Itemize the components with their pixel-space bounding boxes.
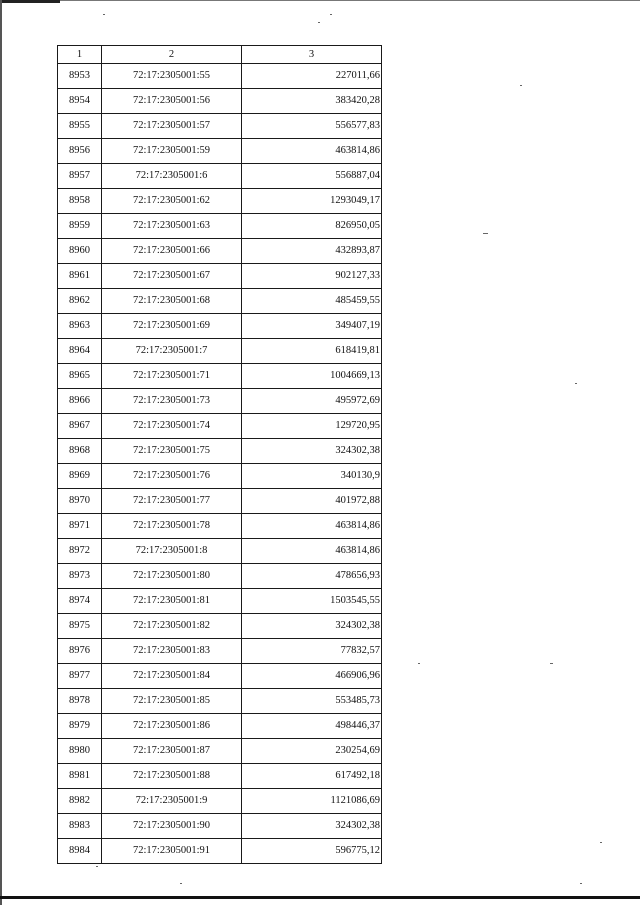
table-row: [58, 239, 382, 264]
row-number-cell: 8956: [58, 139, 102, 164]
scan-speck: [330, 14, 332, 15]
cadastral-number-cell: 72:17:2305001:80: [102, 564, 242, 589]
row-number-cell: 8963: [58, 314, 102, 339]
row-number-cell: 8970: [58, 489, 102, 514]
cadastral-number-cell: 72:17:2305001:87: [102, 739, 242, 764]
table-row: [58, 564, 382, 589]
table-row: [58, 489, 382, 514]
table-row: [58, 114, 382, 139]
scan-speck: [103, 14, 105, 15]
table-row: [58, 139, 382, 164]
cadastral-number-cell: 72:17:2305001:85: [102, 689, 242, 714]
cadastral-number-cell: 72:17:2305001:81: [102, 589, 242, 614]
cadastral-number-cell: 72:17:2305001:82: [102, 614, 242, 639]
row-number-cell: 8977: [58, 664, 102, 689]
row-number-cell: 8972: [58, 539, 102, 564]
value-cell: 1503545,55: [242, 589, 382, 614]
table-row: [58, 414, 382, 439]
table-row: [58, 89, 382, 114]
row-number-cell: 8978: [58, 689, 102, 714]
value-cell: 618419,81: [242, 339, 382, 364]
scan-speck: [600, 842, 602, 843]
row-number-cell: 8955: [58, 114, 102, 139]
value-cell: 463814,86: [242, 514, 382, 539]
cadastral-number-cell: 72:17:2305001:56: [102, 89, 242, 114]
table-row: [58, 389, 382, 414]
value-cell: 596775,12: [242, 839, 382, 864]
row-number-cell: 8984: [58, 839, 102, 864]
value-cell: 129720,95: [242, 414, 382, 439]
value-cell: 463814,86: [242, 139, 382, 164]
table-row: [58, 764, 382, 789]
cadastral-number-cell: 72:17:2305001:83: [102, 639, 242, 664]
value-cell: 463814,86: [242, 539, 382, 564]
value-cell: 1004669,13: [242, 364, 382, 389]
table-body: [58, 64, 382, 864]
row-number-cell: 8967: [58, 414, 102, 439]
table-row: [58, 214, 382, 239]
cadastral-number-cell: 72:17:2305001:6: [102, 164, 242, 189]
value-cell: 556577,83: [242, 114, 382, 139]
cadastral-number-cell: 72:17:2305001:91: [102, 839, 242, 864]
row-number-cell: 8974: [58, 589, 102, 614]
table-row: [58, 789, 382, 814]
value-cell: 478656,93: [242, 564, 382, 589]
row-number-cell: 8983: [58, 814, 102, 839]
row-number-cell: 8981: [58, 764, 102, 789]
row-number-cell: 8975: [58, 614, 102, 639]
cadastral-number-cell: 72:17:2305001:71: [102, 364, 242, 389]
cadastral-number-cell: 72:17:2305001:76: [102, 464, 242, 489]
table-row: [58, 589, 382, 614]
column-header-3: 3: [242, 46, 382, 64]
row-number-cell: 8979: [58, 714, 102, 739]
cadastral-number-cell: 72:17:2305001:84: [102, 664, 242, 689]
row-number-cell: 8973: [58, 564, 102, 589]
table-row: [58, 464, 382, 489]
value-cell: 77832,57: [242, 639, 382, 664]
row-number-cell: 8953: [58, 64, 102, 89]
cadastral-number-cell: 72:17:2305001:68: [102, 289, 242, 314]
cadastral-number-cell: 72:17:2305001:66: [102, 239, 242, 264]
cadastral-number-cell: 72:17:2305001:67: [102, 264, 242, 289]
cadastral-number-cell: 72:17:2305001:77: [102, 489, 242, 514]
column-header-2: 2: [102, 46, 242, 64]
cadastral-number-cell: 72:17:2305001:55: [102, 64, 242, 89]
cadastral-number-cell: 72:17:2305001:90: [102, 814, 242, 839]
table-row: [58, 639, 382, 664]
cadastral-number-cell: 72:17:2305001:73: [102, 389, 242, 414]
table-row: [58, 714, 382, 739]
row-number-cell: 8976: [58, 639, 102, 664]
value-cell: 902127,33: [242, 264, 382, 289]
scan-speck: [483, 233, 488, 234]
scan-speck: [96, 866, 98, 867]
cadastral-number-cell: 72:17:2305001:8: [102, 539, 242, 564]
value-cell: 617492,18: [242, 764, 382, 789]
table-row: [58, 664, 382, 689]
scan-border-top: [0, 0, 640, 1]
value-cell: 324302,38: [242, 439, 382, 464]
value-cell: 227011,66: [242, 64, 382, 89]
cadastral-number-cell: 72:17:2305001:75: [102, 439, 242, 464]
value-cell: 383420,28: [242, 89, 382, 114]
row-number-cell: 8971: [58, 514, 102, 539]
row-number-cell: 8954: [58, 89, 102, 114]
value-cell: 826950,05: [242, 214, 382, 239]
value-cell: 553485,73: [242, 689, 382, 714]
scan-speck: [575, 383, 577, 384]
cadastral-number-cell: 72:17:2305001:9: [102, 789, 242, 814]
cadastral-number-cell: 72:17:2305001:62: [102, 189, 242, 214]
value-cell: 324302,38: [242, 814, 382, 839]
table-row: [58, 164, 382, 189]
scan-speck: [520, 85, 522, 86]
scan-border-left: [0, 0, 2, 905]
data-table: [57, 45, 382, 864]
table-row: [58, 314, 382, 339]
scan-border-bottom: [0, 896, 640, 899]
row-number-cell: 8957: [58, 164, 102, 189]
cadastral-number-cell: 72:17:2305001:59: [102, 139, 242, 164]
scan-speck: [318, 22, 320, 23]
row-number-cell: 8964: [58, 339, 102, 364]
value-cell: 466906,96: [242, 664, 382, 689]
cadastral-number-cell: 72:17:2305001:63: [102, 214, 242, 239]
table-row: [58, 364, 382, 389]
row-number-cell: 8982: [58, 789, 102, 814]
cadastral-number-cell: 72:17:2305001:78: [102, 514, 242, 539]
row-number-cell: 8959: [58, 214, 102, 239]
table-header-row: [58, 46, 382, 64]
value-cell: 495972,69: [242, 389, 382, 414]
row-number-cell: 8960: [58, 239, 102, 264]
value-cell: 340130,9: [242, 464, 382, 489]
value-cell: 556887,04: [242, 164, 382, 189]
row-number-cell: 8968: [58, 439, 102, 464]
row-number-cell: 8969: [58, 464, 102, 489]
value-cell: 401972,88: [242, 489, 382, 514]
table-row: [58, 264, 382, 289]
table-row: [58, 189, 382, 214]
scan-speck: [580, 883, 582, 884]
row-number-cell: 8958: [58, 189, 102, 214]
table-row: [58, 339, 382, 364]
row-number-cell: 8965: [58, 364, 102, 389]
table-row: [58, 64, 382, 89]
scan-mark-top: [0, 0, 60, 3]
cadastral-number-cell: 72:17:2305001:57: [102, 114, 242, 139]
cadastral-number-cell: 72:17:2305001:86: [102, 714, 242, 739]
row-number-cell: 8980: [58, 739, 102, 764]
table-row: [58, 839, 382, 864]
row-number-cell: 8966: [58, 389, 102, 414]
row-number-cell: 8961: [58, 264, 102, 289]
table-row: [58, 539, 382, 564]
cadastral-number-cell: 72:17:2305001:7: [102, 339, 242, 364]
scan-speck: [180, 883, 182, 884]
value-cell: 324302,38: [242, 614, 382, 639]
value-cell: 498446,37: [242, 714, 382, 739]
value-cell: 485459,55: [242, 289, 382, 314]
cadastral-number-cell: 72:17:2305001:74: [102, 414, 242, 439]
table-row: [58, 514, 382, 539]
value-cell: 349407,19: [242, 314, 382, 339]
table-row: [58, 439, 382, 464]
value-cell: 1293049,17: [242, 189, 382, 214]
column-header-1: 1: [58, 46, 102, 64]
value-cell: 1121086,69: [242, 789, 382, 814]
scan-speck: [418, 663, 420, 664]
table-row: [58, 739, 382, 764]
value-cell: 230254,69: [242, 739, 382, 764]
cadastral-number-cell: 72:17:2305001:69: [102, 314, 242, 339]
table-row: [58, 289, 382, 314]
row-number-cell: 8962: [58, 289, 102, 314]
table-row: [58, 689, 382, 714]
table-row: [58, 814, 382, 839]
scan-speck: [550, 663, 553, 664]
cadastral-number-cell: 72:17:2305001:88: [102, 764, 242, 789]
table-row: [58, 614, 382, 639]
value-cell: 432893,87: [242, 239, 382, 264]
